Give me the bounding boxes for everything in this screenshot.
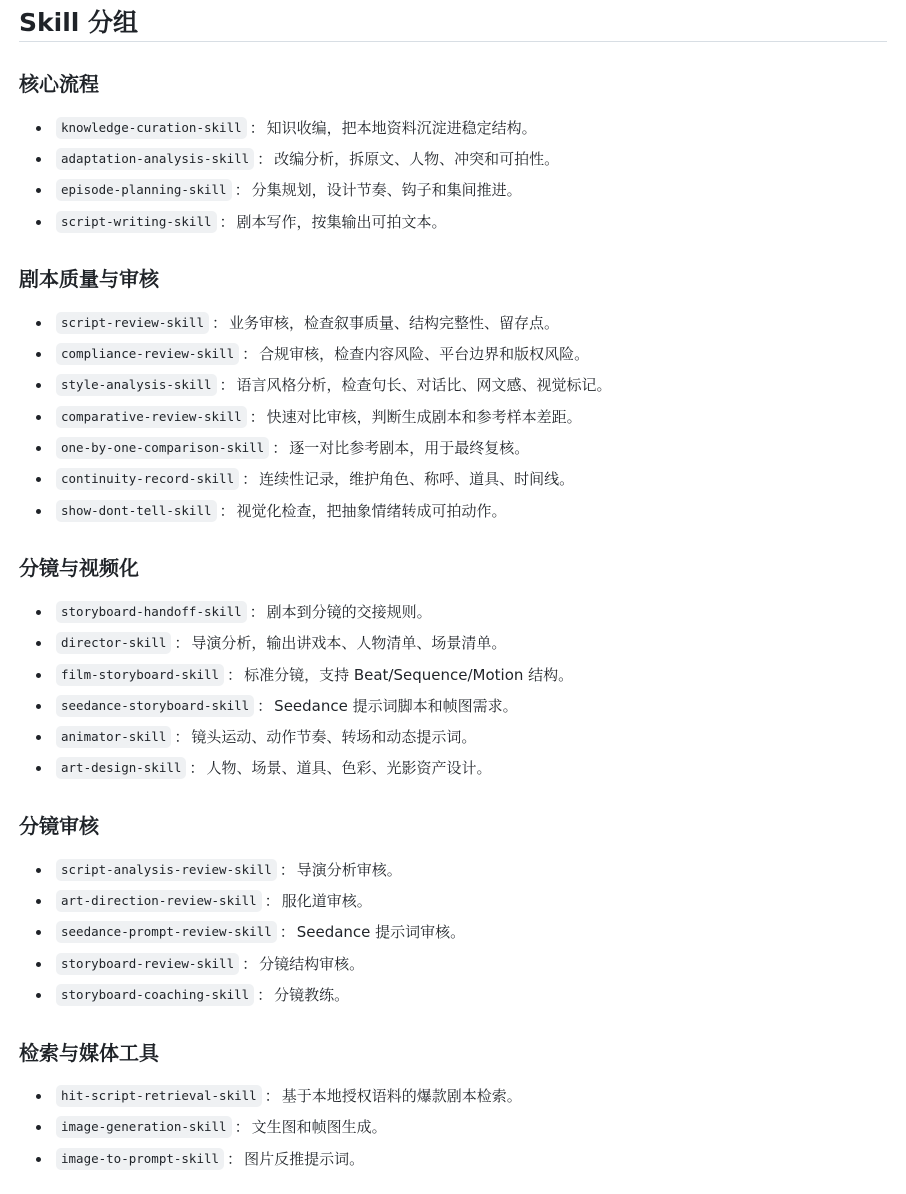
bullet-icon	[36, 477, 41, 482]
colon-separator: ：	[257, 696, 273, 715]
bullet-icon	[36, 1125, 41, 1130]
skill-code: script-analysis-review-skill	[56, 859, 277, 881]
list-item	[19, 979, 887, 1010]
section	[19, 1039, 887, 1175]
skill-description: 剧本到分镜的交接规则。	[266, 602, 432, 621]
section-heading: 分镜审核	[19, 814, 99, 839]
skill-code: hit-script-retrieval-skill	[56, 1085, 262, 1107]
skill-description: 改编分析，拆原文、人物、冲突和可拍性。	[274, 149, 560, 168]
skill-code: storyboard-review-skill	[56, 953, 239, 975]
skill-code: film-storyboard-skill	[56, 664, 224, 686]
skill-description: 业务审核，检查叙事质量、结构完整性、留存点。	[229, 313, 560, 332]
list-item	[19, 596, 887, 627]
colon-separator: ：	[264, 1087, 280, 1106]
list-item	[19, 885, 887, 916]
bullet-icon	[36, 610, 41, 615]
list-item	[19, 628, 887, 659]
bullet-icon	[36, 352, 41, 357]
bullet-icon	[36, 126, 41, 131]
bullet-icon	[36, 899, 41, 904]
list-item	[19, 1081, 887, 1112]
colon-separator: ：	[227, 665, 243, 684]
page-title: Skill 分组	[19, 0, 887, 42]
skill-description: Seedance 提示词脚本和帧图需求。	[274, 696, 518, 715]
bullet-icon	[36, 962, 41, 967]
section	[19, 554, 887, 784]
skill-description: 语言风格分析，检查句长、对话比、网文感、视觉标记。	[236, 376, 612, 395]
colon-separator: ：	[227, 1149, 243, 1168]
skill-code: storyboard-handoff-skill	[56, 601, 247, 623]
bullet-icon	[36, 321, 41, 326]
colon-separator: ：	[249, 118, 265, 137]
list-item	[19, 659, 887, 690]
bullet-icon	[36, 673, 41, 678]
skill-code: episode-planning-skill	[56, 179, 232, 201]
skill-description: 人物、场景、道具、色彩、光影资产设计。	[206, 759, 492, 778]
list-item	[19, 917, 887, 948]
skill-code: style-analysis-skill	[56, 374, 217, 396]
skill-list	[19, 854, 887, 1010]
section-heading: 检索与媒体工具	[19, 1040, 159, 1065]
list-item	[19, 432, 887, 463]
list-item	[19, 401, 887, 432]
list-item	[19, 1112, 887, 1143]
skill-description: 镜头运动、动作节奏、转场和动态提示词。	[191, 728, 477, 747]
section	[19, 70, 887, 237]
skill-code: image-generation-skill	[56, 1116, 232, 1138]
bullet-icon	[36, 868, 41, 873]
colon-separator: ：	[249, 407, 265, 426]
colon-separator: ：	[272, 439, 288, 458]
section-heading: 剧本质量与审核	[19, 267, 159, 292]
skill-code: compliance-review-skill	[56, 343, 239, 365]
colon-separator: ：	[234, 1118, 250, 1137]
colon-separator: ：	[279, 923, 295, 942]
skill-description: 知识收编，把本地资料沉淀进稳定结构。	[266, 118, 537, 137]
colon-separator: ：	[242, 470, 258, 489]
skill-description: 分镜教练。	[274, 985, 350, 1004]
skill-code: director-skill	[56, 632, 171, 654]
skill-code: script-review-skill	[56, 312, 209, 334]
skill-description: 快速对比审核，判断生成剧本和参考样本差距。	[266, 407, 582, 426]
skill-description: 逐一对比参考剧本，用于最终复核。	[289, 439, 530, 458]
skill-code: knowledge-curation-skill	[56, 117, 247, 139]
list-item	[19, 690, 887, 721]
skill-description: 分集规划，设计节奏、钩子和集间推进。	[251, 181, 522, 200]
skill-code: comparative-review-skill	[56, 406, 247, 428]
colon-separator: ：	[264, 891, 280, 910]
skill-description: 图片反推提示词。	[244, 1149, 365, 1168]
bullet-icon	[36, 1157, 41, 1162]
colon-separator: ：	[242, 954, 258, 973]
section	[19, 812, 887, 1010]
skill-description: 视觉化检查，把抽象情绪转成可拍动作。	[236, 501, 507, 520]
list-item	[19, 307, 887, 338]
skill-code: show-dont-tell-skill	[56, 500, 217, 522]
list-item	[19, 143, 887, 174]
list-item	[19, 338, 887, 369]
skill-code: storyboard-coaching-skill	[56, 984, 254, 1006]
bullet-icon	[36, 1094, 41, 1099]
skill-code: script-writing-skill	[56, 211, 217, 233]
colon-separator: ：	[279, 860, 295, 879]
skill-description: 服化道审核。	[281, 891, 372, 910]
colon-separator: ：	[219, 501, 235, 520]
skill-description: 基于本地授权语料的爆款剧本检索。	[281, 1087, 522, 1106]
skill-description: Seedance 提示词审核。	[296, 923, 466, 942]
colon-separator: ：	[242, 345, 258, 364]
bullet-icon	[36, 993, 41, 998]
list-item	[19, 206, 887, 237]
skill-code: seedance-prompt-review-skill	[56, 921, 277, 943]
list-item	[19, 495, 887, 526]
bullet-icon	[36, 415, 41, 420]
bullet-icon	[36, 509, 41, 514]
skill-code: seedance-storyboard-skill	[56, 695, 254, 717]
bullet-icon	[36, 157, 41, 162]
list-item	[19, 721, 887, 752]
bullet-icon	[36, 766, 41, 771]
bullet-icon	[36, 641, 41, 646]
colon-separator: ：	[174, 728, 190, 747]
colon-separator: ：	[212, 313, 228, 332]
skill-list	[19, 596, 887, 784]
list-item	[19, 854, 887, 885]
colon-separator: ：	[219, 212, 235, 231]
bullet-icon	[36, 704, 41, 709]
section	[19, 265, 887, 526]
list-item	[19, 370, 887, 401]
skill-description: 合规审核，检查内容风险、平台边界和版权风险。	[259, 345, 590, 364]
colon-separator: ：	[249, 602, 265, 621]
skill-description: 文生图和帧图生成。	[251, 1118, 387, 1137]
skill-code: image-to-prompt-skill	[56, 1148, 224, 1170]
skill-list	[19, 1081, 887, 1175]
bullet-icon	[36, 930, 41, 935]
list-item	[19, 1143, 887, 1174]
skill-description: 导演分析审核。	[296, 860, 402, 879]
section-heading: 核心流程	[19, 72, 99, 96]
bullet-icon	[36, 188, 41, 193]
skill-description: 剧本写作，按集输出可拍文本。	[236, 212, 447, 231]
skill-code: continuity-record-skill	[56, 468, 239, 490]
colon-separator: ：	[219, 376, 235, 395]
skill-code: art-design-skill	[56, 757, 186, 779]
list-item	[19, 112, 887, 143]
sections-container	[19, 70, 887, 1174]
skill-code: animator-skill	[56, 726, 171, 748]
skill-description: 标准分镜，支持 Beat/Sequence/Motion 结构。	[244, 665, 574, 684]
list-item	[19, 464, 887, 495]
skill-description: 连续性记录，维护角色、称呼、道具、时间线。	[259, 470, 575, 489]
skill-code: one-by-one-comparison-skill	[56, 437, 269, 459]
list-item	[19, 948, 887, 979]
skill-description: 分镜结构审核。	[259, 954, 365, 973]
colon-separator: ：	[234, 181, 250, 200]
list-item	[19, 175, 887, 206]
bullet-icon	[36, 735, 41, 740]
colon-separator: ：	[174, 634, 190, 653]
bullet-icon	[36, 383, 41, 388]
section-heading: 分镜与视频化	[19, 556, 139, 581]
colon-separator: ：	[257, 149, 273, 168]
skill-list	[19, 112, 887, 237]
list-item	[19, 753, 887, 784]
bullet-icon	[36, 446, 41, 451]
skill-list	[19, 307, 887, 526]
skill-description: 导演分析，输出讲戏本、人物清单、场景清单。	[191, 634, 507, 653]
skill-code: art-direction-review-skill	[56, 890, 262, 912]
bullet-icon	[36, 220, 41, 225]
colon-separator: ：	[257, 985, 273, 1004]
colon-separator: ：	[189, 759, 205, 778]
skill-code: adaptation-analysis-skill	[56, 148, 254, 170]
